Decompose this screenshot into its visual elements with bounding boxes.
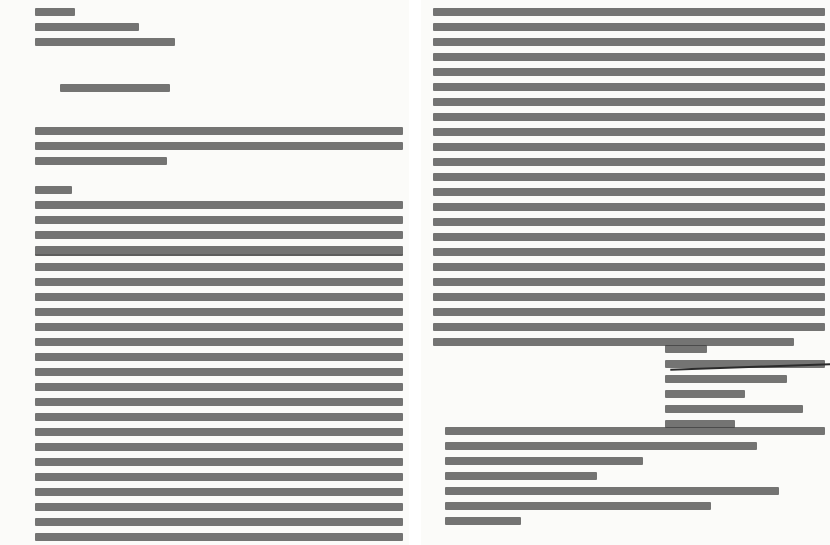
text-line [433, 53, 825, 61]
text-line [433, 38, 825, 46]
text-line [35, 353, 403, 361]
text-line [35, 428, 403, 436]
text-line [35, 127, 403, 135]
text-line [445, 457, 643, 465]
text-line [433, 113, 825, 121]
text-line [445, 502, 711, 510]
text-line [665, 405, 803, 413]
text-line [35, 473, 403, 481]
text-line [35, 368, 403, 376]
text-line [35, 398, 403, 406]
text-line [433, 308, 825, 316]
text-line [433, 278, 825, 286]
letter-body-left [35, 186, 403, 545]
text-line [433, 248, 825, 256]
copy-to-block [445, 427, 825, 532]
text-line [35, 263, 403, 271]
text-line [35, 293, 403, 301]
text-line [433, 263, 825, 271]
text-line [35, 458, 403, 466]
text-line [35, 231, 403, 239]
text-line [445, 427, 825, 435]
text-line [433, 293, 825, 301]
text-line [433, 128, 825, 136]
address-block [35, 8, 215, 53]
text-line [433, 233, 825, 241]
text-line [35, 142, 403, 150]
text-line [35, 23, 139, 31]
text-line [35, 503, 403, 511]
text-line [433, 143, 825, 151]
text-line [445, 487, 779, 495]
text-line [35, 201, 403, 209]
letter-body-right [433, 8, 825, 353]
text-line [35, 383, 403, 391]
text-line [433, 188, 825, 196]
text-line [433, 23, 825, 31]
text-line [35, 216, 403, 224]
text-line [665, 375, 787, 383]
text-line [35, 533, 403, 541]
page-gutter [409, 0, 421, 545]
letter-right-column [421, 0, 830, 545]
subject-block [35, 127, 403, 172]
text-line [433, 203, 825, 211]
text-line [665, 345, 707, 353]
text-line [35, 8, 75, 16]
text-line [433, 173, 825, 181]
text-line [433, 8, 825, 16]
text-line [35, 323, 403, 331]
letter-left-column [0, 0, 409, 545]
text-line [445, 472, 597, 480]
text-line [35, 443, 403, 451]
text-line [433, 83, 825, 91]
text-line [60, 84, 170, 92]
text-line [35, 157, 167, 165]
text-line [445, 442, 757, 450]
text-line [665, 390, 745, 398]
text-line [35, 518, 403, 526]
text-line [35, 38, 175, 46]
text-line [35, 246, 403, 256]
text-line [445, 517, 521, 525]
text-line [35, 186, 72, 194]
text-line [35, 278, 403, 286]
text-line [433, 323, 825, 331]
text-line [35, 308, 403, 316]
routing-line [60, 84, 170, 99]
text-line [35, 488, 403, 496]
text-line [35, 413, 403, 421]
text-line [433, 68, 825, 76]
text-line [35, 338, 403, 346]
text-line [433, 158, 825, 166]
text-line [433, 218, 825, 226]
text-line [433, 98, 825, 106]
